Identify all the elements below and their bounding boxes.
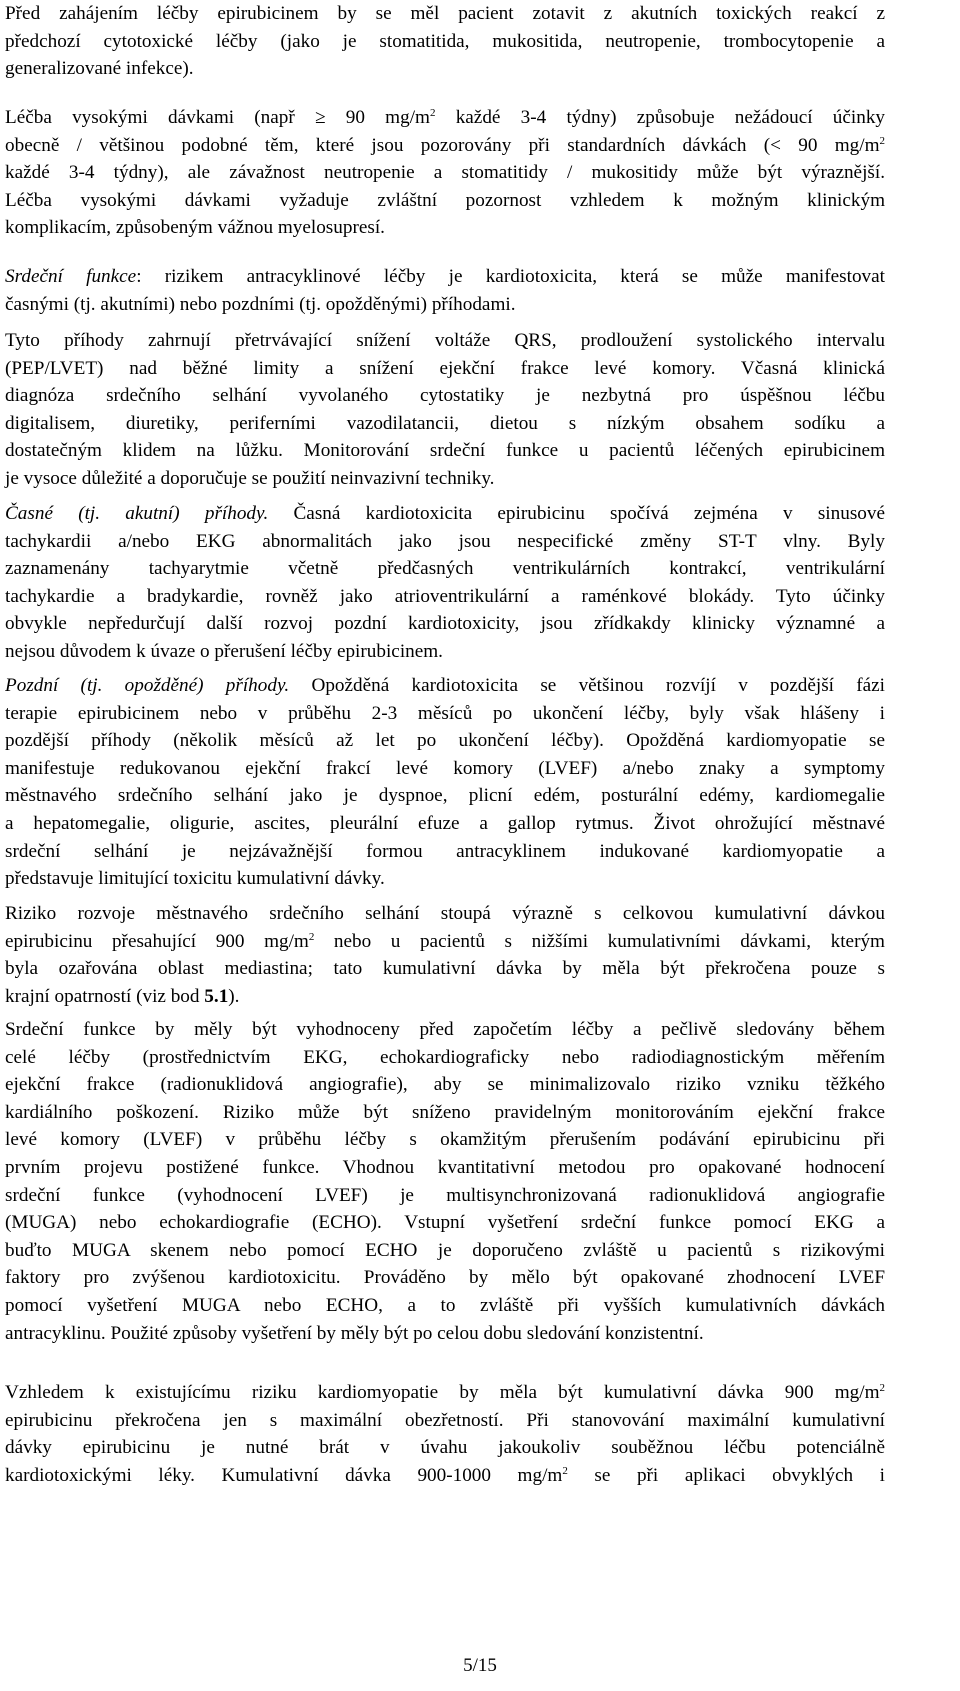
text-line: představuje limitující toxicitu kumulativní dávky. xyxy=(5,868,385,890)
text-line: byla ozařována oblast mediastina; tato kumulativní dávka by měla být překročena pouze s xyxy=(5,958,885,980)
text-line: srdeční selhání je nejzávažnější formou antracyklinem indukované kardiomyopatie a xyxy=(5,840,885,862)
text-line: kardiálního poškození. Riziko může být sníženo pravidelným monitorováním ejekční frakce xyxy=(5,1101,885,1123)
text-line: digitalisem, diuretiky, periferními vazodilatancii, dietou s nízkým obsahem sodíku a xyxy=(5,412,885,434)
text-line: pomocí vyšetření MUGA nebo ECHO, a to zvláště při vyšších kumulativních dávkách xyxy=(5,1294,885,1316)
text-line: manifestuje redukovanou ejekční frakcí levé komory (LVEF) a/nebo znaky a symptomy xyxy=(5,757,885,779)
text-line: Tyto příhody zahrnují přetrvávající snížení voltáže QRS, prodloužení systolického intervalu xyxy=(5,330,885,351)
text-line: Vzhledem k existujícímu riziku kardiomyopatie by měla být kumulativní dávka 900 $mg/m^2$ xyxy=(5,1382,885,1403)
text-line: zaznamenány tachyarytmie včetně předčasných ventrikulárních kontrakcí, ventrikulární xyxy=(5,558,885,580)
text-line: dávky epirubicinu je nutné brát v úvahu jakoukoliv souběžnou léčbu potenciálně xyxy=(5,1437,885,1459)
text-line: srdeční funkce (vyhodnocení LVEF) je multisynchronizovaná radionuklidová angiografie xyxy=(5,1184,885,1206)
text-line: městnavého srdečního selhání jako je dyspnoe, plicní edém, posturální edémy, kardiomegalie xyxy=(5,785,885,807)
paragraph-high-dose xyxy=(5,104,885,242)
text-line: Před zahájením léčby epirubicinem by se měl pacient zotavit z akutních toxických reakcí z xyxy=(5,3,885,24)
text-line: levé komory (LVEF) v průběhu léčby s okamžitým přerušením podávání epirubicinu při xyxy=(5,1129,885,1151)
text-line: Léčba vysokými dávkami vyžaduje zvláštní pozornost vzhledem k možným klinickým xyxy=(5,189,885,211)
paragraph-cumulative-dose xyxy=(5,1379,885,1489)
page-number: 5/15 xyxy=(463,1655,497,1676)
section-heading-italic: Pozdní (tj. opožděné) příhody. xyxy=(5,675,290,696)
text-line: (MUGA) nebo echokardiografie (ECHO). Vstupní vyšetření srdeční funkce pomocí EKG a xyxy=(5,1212,885,1234)
section-heading-italic: Časné (tj. akutní) příhody. xyxy=(5,503,269,524)
paragraph-heart-failure-risk xyxy=(5,900,885,1010)
text-line: ejekční frakce (radionuklidová angiografie), aby se minimalizovalo riziko vzniku těžkého xyxy=(5,1074,885,1096)
text-line: epirubicinu překročena jen s maximální obezřetností. Při stanovování maximální kumulativní xyxy=(5,1409,885,1431)
text-line: je vysoce důležité a doporučuje se použití neinvazivní techniky. xyxy=(5,467,495,489)
text-line: předchozí cytotoxické léčby (jako je stomatitida, mukositida, neutropenie, trombocytopenie a xyxy=(5,30,885,52)
text-line: faktory pro zvýšenou kardiotoxicitu. Prováděno by mělo být opakované zhodnocení LVEF xyxy=(5,1267,885,1289)
paragraph-early-events xyxy=(5,500,885,666)
text-line: diagnóza srdečního selhání vyvolaného cytostatiky je nezbytná pro úspěšnou léčbu xyxy=(5,385,885,407)
paragraph-cardiac-function xyxy=(5,263,885,318)
paragraph-monitoring xyxy=(5,1016,885,1347)
text-line: celé léčby (prostřednictvím EKG, echokardiograficky nebo radiodiagnostickým měřením xyxy=(5,1046,885,1068)
text-line: antracyklinu. Použité způsoby vyšetření by měly být po celou dobu sledování konzistentní. xyxy=(5,1322,704,1344)
text-line: generalizované infekce). xyxy=(5,58,194,80)
text-line: prvním projevu postižené funkce. Vhodnou kvantitativní metodou pro opakované hodnocení xyxy=(5,1156,885,1178)
section-reference: 5.1 xyxy=(204,985,229,1007)
text-line: Srdeční funkce by měly být vyhodnoceny před započetím léčby a pečlivě sledovány během xyxy=(5,1019,885,1040)
text-line: každé 3-4 týdny), ale závažnost neutropenie a stomatitidy / mukositidy může být výraznější. xyxy=(5,162,885,184)
text-line: Časné (tj. akutní) příhody. Časná kardiotoxicita epirubicinu spočívá zejména v sinusové xyxy=(5,503,885,524)
text-line: krajní opatrností (viz bod 5.1). xyxy=(5,985,240,1007)
paragraph-late-events xyxy=(5,672,885,893)
greater-equal-symbol: ≥ xyxy=(315,107,326,128)
text-line: tachykardii a/nebo EKG abnormalitách jako jsou nespecifické změny ST-T vlny. Byly xyxy=(5,530,885,552)
section-heading-italic: Srdeční funkce xyxy=(5,266,137,287)
paragraph-events xyxy=(5,327,885,493)
text-line: Riziko rozvoje městnavého srdečního selhání stoupá výrazně s celkovou kumulativní dávkou xyxy=(5,903,885,924)
text-line: (PEP/LVET) nad běžné limity a snížení ejekční frakce levé komory. Včasná klinická xyxy=(5,357,885,379)
text-line: časnými (tj. akutními) nebo pozdními (tj. opožděnými) příhodami. xyxy=(5,293,516,315)
paragraph-pretreatment-recovery xyxy=(5,0,885,83)
text-line: Léčba vysokými dávkami (např ≥ 90 $mg/m^2$ každé 3-4 týdny) způsobuje nežádoucí účinky xyxy=(5,107,885,128)
text-line: terapie epirubicinem nebo v průběhu 2-3 měsíců po ukončení léčby, byly však hlášeny i xyxy=(5,702,885,724)
text-line: a hepatomegalie, oligurie, ascites, pleurální efuze a gallop rytmus. Život ohrožující městnavé xyxy=(5,812,885,834)
text-line: tachykardie a bradykardie, rovněž jako atrioventrikulární a raménkové blokády. Tyto účinky xyxy=(5,585,885,607)
text-line: komplikacím, způsobeným vážnou myelosupresí. xyxy=(5,217,385,239)
text-line: kardiotoxickými léky. Kumulativní dávka 900-1000 $mg/m^2$ se při aplikaci obvyklých i xyxy=(5,1464,885,1486)
text-line: dostatečným klidem na lůžku. Monitorování srdeční funkce u pacientů léčených epirubicinem xyxy=(5,440,885,462)
text-line: Pozdní (tj. opožděné) příhody. Opožděná kardiotoxicita se většinou rozvíjí v pozdější fázi xyxy=(5,675,885,696)
text-line: epirubicinu přesahující 900 $mg/m^2$ nebo u pacientů s nižšími kumulativními dávkami, kterým xyxy=(5,930,885,952)
text-line: Srdeční funkce: rizikem antracyklinové léčby je kardiotoxicita, která se může manifestovat xyxy=(5,266,885,287)
text-line: pozdější příhody (několik měsíců až let po ukončení léčby). Opožděná kardiomyopatie se xyxy=(5,730,885,752)
text-line: obvykle nepředurčují další rozvoj pozdní kardiotoxicity, jsou zřídkakdy klinicky významné a xyxy=(5,613,885,635)
text-line: nejsou důvodem k úvaze o přerušení léčby epirubicinem. xyxy=(5,640,443,662)
text-line: obecně / většinou podobné těm, které jsou pozorovány při standardních dávkách (< 90 $mg/m^2$ xyxy=(5,134,885,156)
text-line: buďto MUGA skenem nebo pomocí ECHO je doporučeno zvláště u pacientů s rizikovými xyxy=(5,1239,885,1261)
